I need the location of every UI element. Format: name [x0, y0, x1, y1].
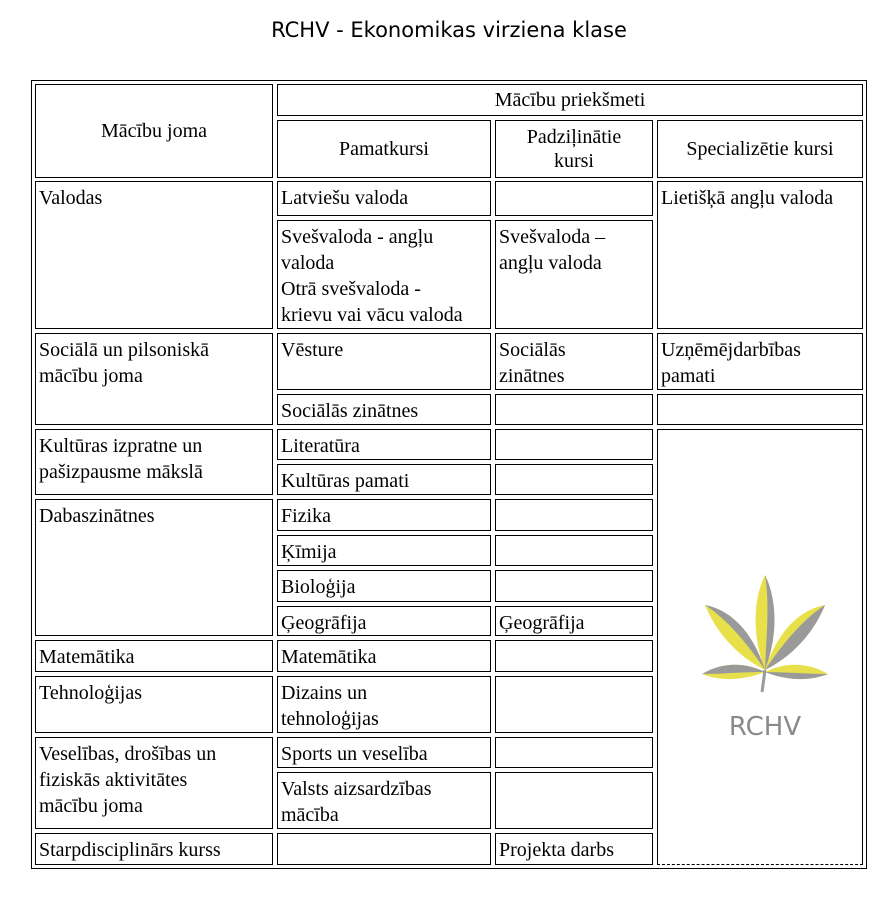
padz-sociala-2 [495, 394, 653, 425]
logo-text: RCHV [728, 712, 802, 742]
pamat-latviesu-valoda: Latviešu valoda [277, 181, 491, 216]
pamat-svesvaloda: Svešvaloda - angļu valoda Otrā svešvaloda - krievu vai vācu valoda [277, 220, 491, 329]
padz-matematika [495, 640, 653, 672]
page-title: RCHV - Ekonomikas virziena klase [271, 18, 627, 42]
header-macibu-prieksmeti: Mācību priekšmeti [277, 84, 863, 116]
padz-sports [495, 737, 653, 768]
joma-tehnologijas: Tehnoloģijas [35, 676, 273, 733]
header-macibu-joma: Mācību joma [35, 84, 273, 178]
pamat-sports-un-veseliba: Sports un veselība [277, 737, 491, 768]
padz-kimija [495, 535, 653, 566]
joma-valodas: Valodas [35, 181, 273, 329]
pamat-literatura: Literatūra [277, 429, 491, 460]
padz-kultura-1 [495, 429, 653, 460]
joma-veseliba: Veselības, drošības un fiziskās aktivitātes mācību joma [35, 737, 273, 829]
pamat-starpdisc [277, 833, 491, 865]
spec-sociala-2 [657, 394, 863, 425]
pamat-geografija: Ģeogrāfija [277, 606, 491, 636]
joma-dabaszinatnes: Dabaszinātnes [35, 499, 273, 636]
padz-aizsardziba [495, 772, 653, 829]
padz-projekta-darbs: Projekta darbs [495, 833, 653, 865]
padz-biologija [495, 570, 653, 602]
pamat-matematika: Matemātika [277, 640, 491, 672]
pamat-socialas-zinatnes: Sociālās zinātnes [277, 394, 491, 425]
header-pamatkursi: Pamatkursi [277, 120, 491, 178]
padz-svesvaloda: Svešvaloda – angļu valoda [495, 220, 653, 329]
joma-sociala: Sociālā un pilsoniskā mācību joma [35, 333, 273, 425]
joma-matematika: Matemātika [35, 640, 273, 672]
joma-kultura: Kultūras izpratne un pašizpausme mākslā [35, 429, 273, 495]
header-specializetie-kursi: Specializētie kursi [657, 120, 863, 178]
header-padzilinatie-kursi: Padziļinātie kursi [495, 120, 653, 178]
padz-socialas-zinatnes: Sociālās zinātnes [495, 333, 653, 390]
rchv-logo [700, 570, 830, 750]
pamat-kimija: Ķīmija [277, 535, 491, 566]
spec-lietiska-anglu-valoda: Lietišķā angļu valoda [657, 181, 863, 329]
pamat-vesture: Vēsture [277, 333, 491, 390]
padz-geografija: Ģeogrāfija [495, 606, 653, 636]
pamat-dizains-un-tehnologijas: Dizains un tehnoloģijas [277, 676, 491, 733]
spec-uznemejdarbibas-pamati: Uzņēmējdarbības pamati [657, 333, 863, 390]
pamat-fizika: Fizika [277, 499, 491, 531]
pamat-valsts-aizsardzibas-maciba: Valsts aizsardzības mācība [277, 772, 491, 829]
padz-kultura-2 [495, 464, 653, 495]
pamat-biologija: Bioloģija [277, 570, 491, 602]
padz-tehnologijas [495, 676, 653, 733]
pamat-kulturas-pamati: Kultūras pamati [277, 464, 491, 495]
leaf-logo-icon [700, 570, 830, 750]
padz-valodas-1 [495, 181, 653, 216]
joma-starpdisciplinars-kurss: Starpdisciplinārs kurss [35, 833, 273, 865]
padz-fizika [495, 499, 653, 531]
